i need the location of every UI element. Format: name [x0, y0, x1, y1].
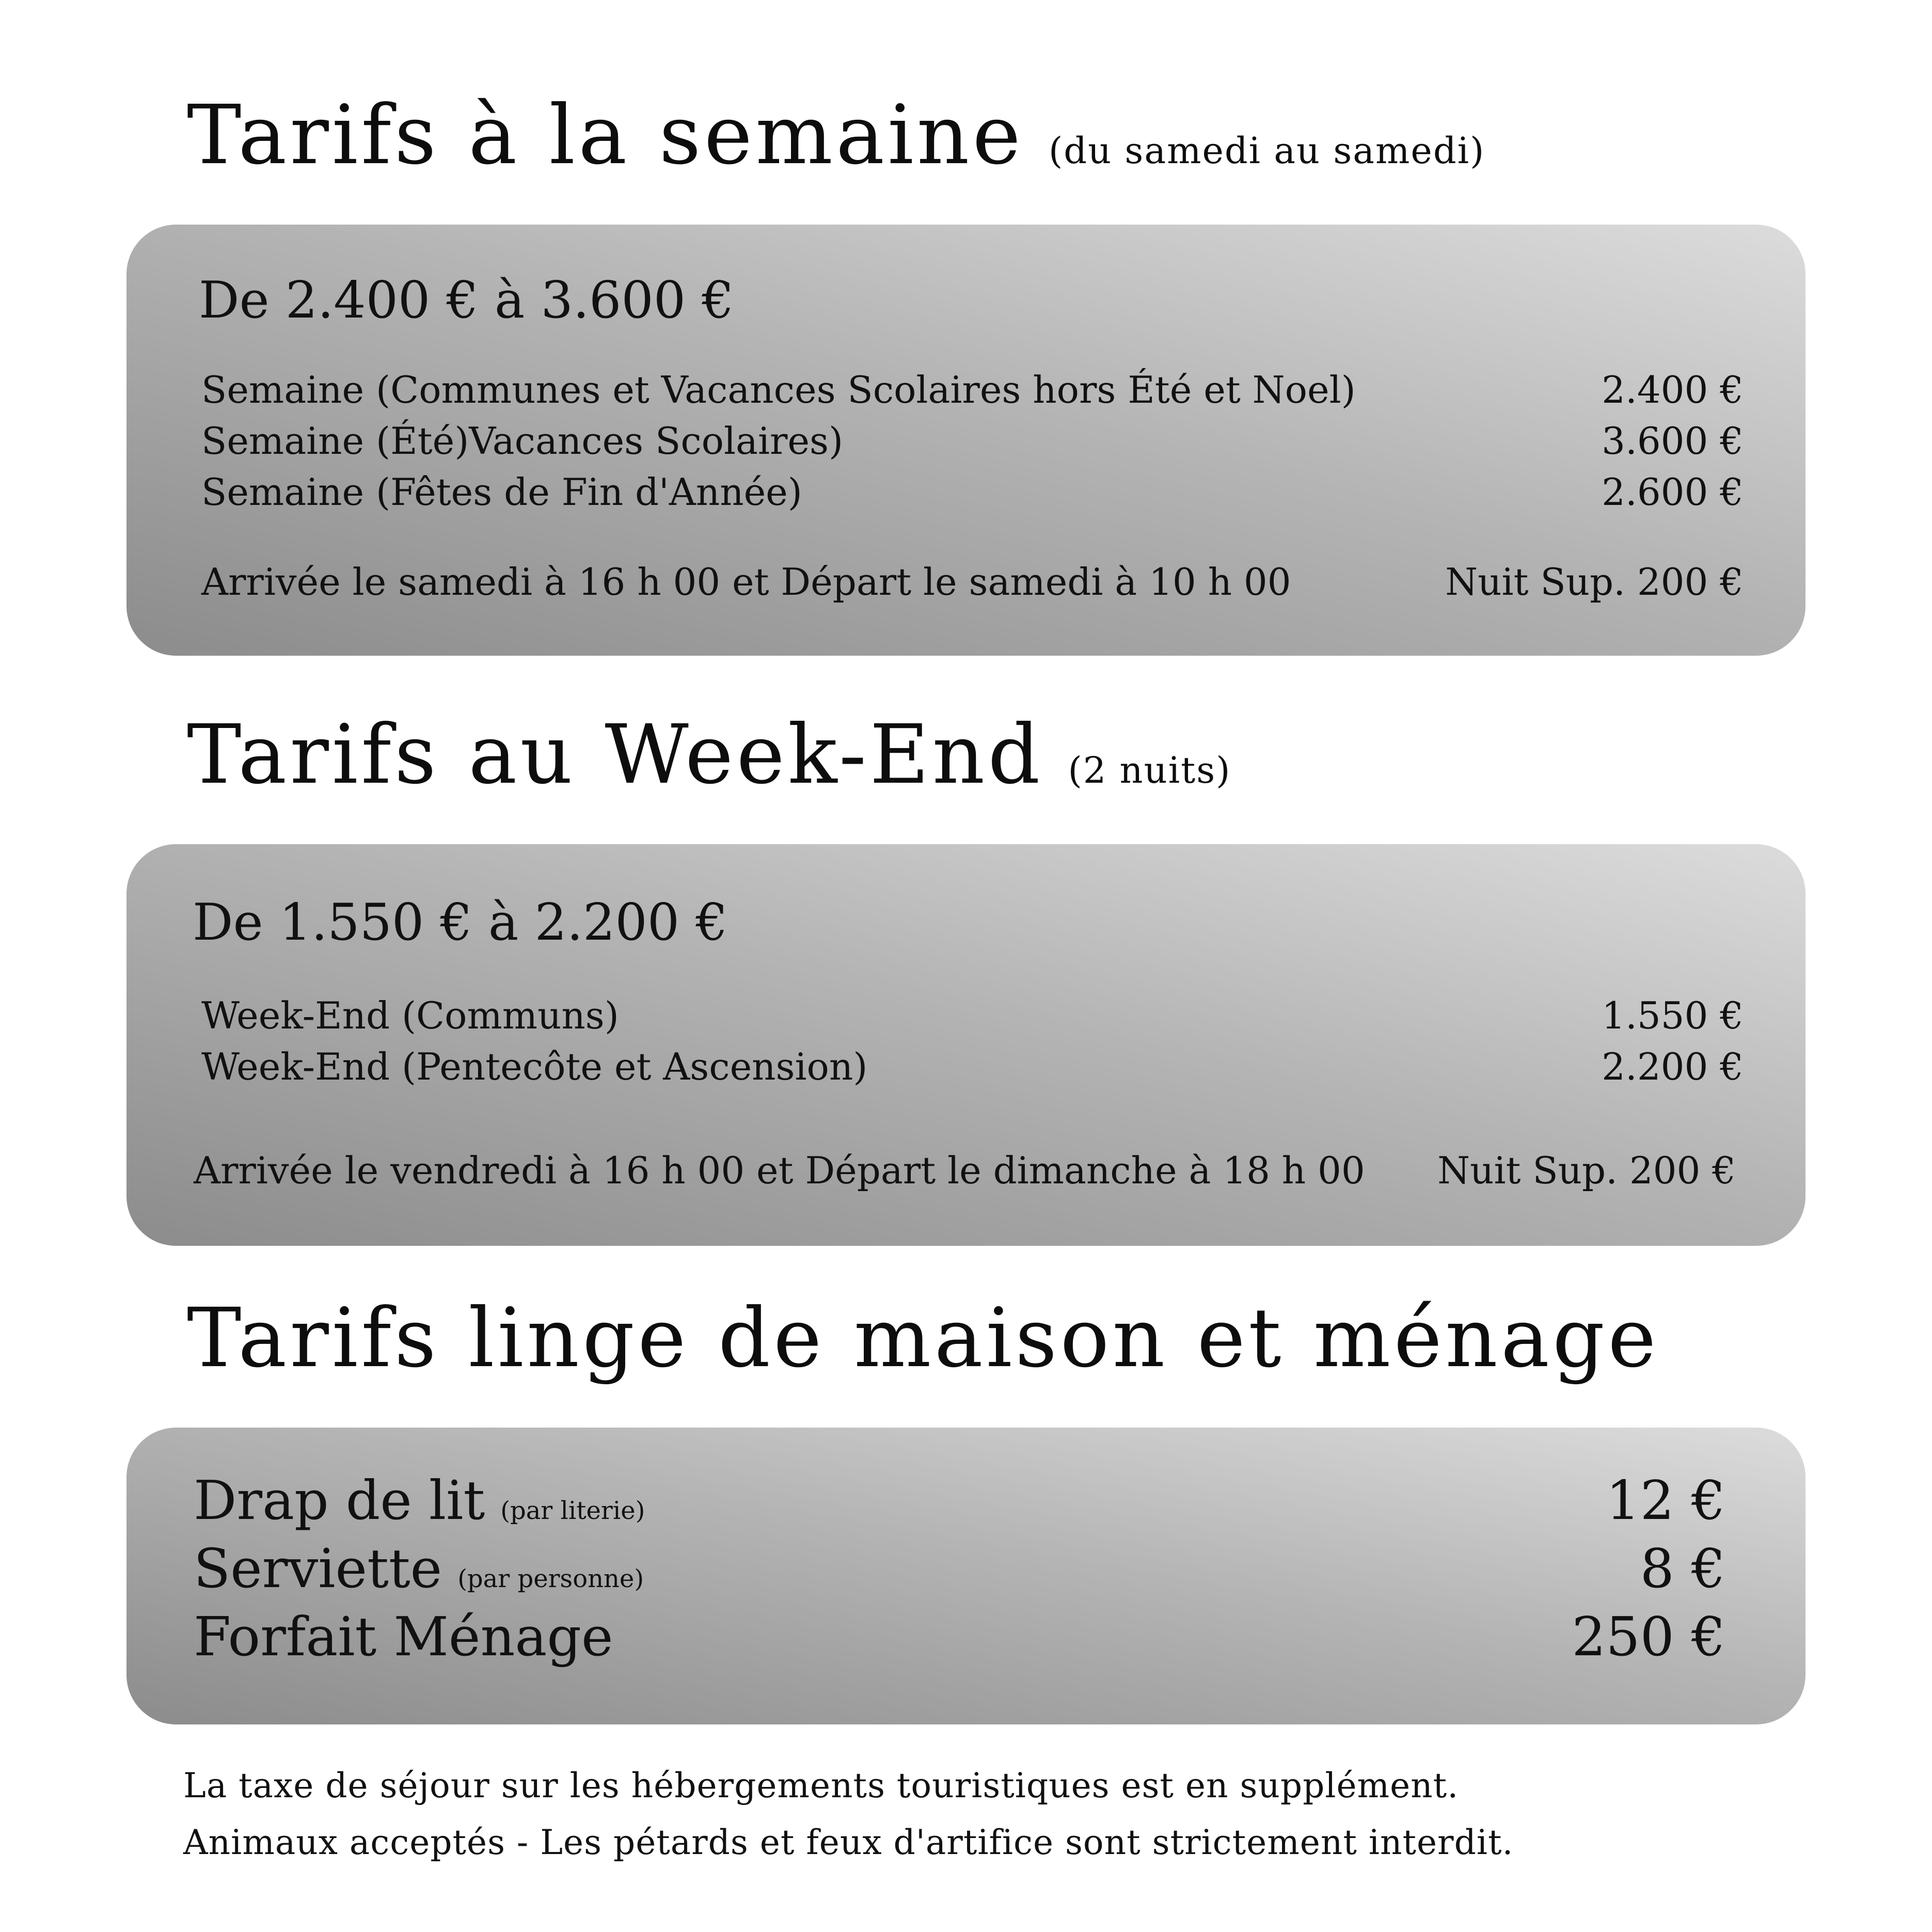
- weekly-title-text: Tarifs à la semaine: [187, 88, 1024, 183]
- weekend-arrival-row: [194, 1149, 1736, 1192]
- linen-rate-label: Forfait Ménage: [194, 1605, 613, 1668]
- linen-title-text: Tarifs linge de maison et ménage: [187, 1291, 1659, 1386]
- weekly-rate-price: 2.600 €: [1602, 470, 1744, 514]
- weekly-rate-label: Semaine (Été)Vacances Scolaires): [201, 419, 844, 463]
- weekly-title: [187, 88, 1485, 183]
- linen-rate-label-group: [194, 1605, 613, 1668]
- weekly-rate-row: [201, 419, 1744, 463]
- weekly-price-range: De 2.400 € à 3.600 €: [199, 271, 734, 330]
- weekly-rate-row: [201, 470, 1744, 514]
- linen-rate-price: 12 €: [1606, 1469, 1725, 1532]
- weekend-price-range: De 1.550 € à 2.200 €: [193, 893, 728, 952]
- weekly-rate-label: Semaine (Fêtes de Fin d'Année): [201, 470, 802, 514]
- weekly-arrival-text: Arrivée le samedi à 16 h 00 et Départ le samedi à 10 h 00: [201, 560, 1291, 604]
- weekend-rates-panel: [126, 844, 1806, 1246]
- weekly-rate-row: [201, 368, 1744, 411]
- linen-rate-note: (par personne): [457, 1564, 644, 1593]
- linen-rate-price: 250 €: [1572, 1605, 1725, 1668]
- weekend-rate-price: 2.200 €: [1602, 1045, 1744, 1088]
- weekend-rate-label: Week-End (Communs): [201, 994, 619, 1037]
- weekend-arrival-text: Arrivée le vendredi à 16 h 00 et Départ le dimanche à 18 h 00: [194, 1149, 1365, 1192]
- linen-rate-price: 8 €: [1640, 1537, 1725, 1600]
- linen-rate-note: (par literie): [500, 1496, 645, 1525]
- weekend-title: [187, 707, 1231, 802]
- weekend-subtitle: (2 nuits): [1068, 749, 1231, 791]
- weekly-rates-panel: [126, 225, 1806, 656]
- linen-rate-row: [194, 1537, 1725, 1600]
- weekly-extra-night: Nuit Sup. 200 €: [1445, 560, 1744, 604]
- linen-title: [187, 1291, 1659, 1386]
- footer-tax-note: La taxe de séjour sur les hébergements touristiques est en supplément.: [183, 1766, 1459, 1806]
- linen-rates-panel: [126, 1428, 1806, 1724]
- linen-rate-label: Drap de lit: [194, 1469, 485, 1532]
- weekend-rate-row: [201, 994, 1744, 1037]
- linen-rate-row: [194, 1605, 1725, 1668]
- linen-rate-label-group: [194, 1537, 644, 1600]
- linen-rate-label: Serviette: [194, 1537, 442, 1600]
- weekend-rate-price: 1.550 €: [1602, 994, 1744, 1037]
- weekend-rate-row: [201, 1045, 1744, 1088]
- weekly-rate-price: 3.600 €: [1602, 419, 1744, 463]
- weekly-arrival-row: [201, 560, 1744, 604]
- linen-rate-label-group: [194, 1469, 645, 1532]
- weekly-subtitle: (du samedi au samedi): [1048, 130, 1485, 172]
- weekend-rate-label: Week-End (Pentecôte et Ascension): [201, 1045, 868, 1088]
- weekly-rate-price: 2.400 €: [1602, 368, 1744, 411]
- weekly-rate-label: Semaine (Communes et Vacances Scolaires hors Été et Noel): [201, 368, 1356, 411]
- linen-rate-row: [194, 1469, 1725, 1532]
- footer-pets-note: Animaux acceptés - Les pétards et feux d'artifice sont strictement interdit.: [183, 1823, 1514, 1862]
- weekend-title-text: Tarifs au Week-End: [187, 707, 1043, 802]
- weekend-extra-night: Nuit Sup. 200 €: [1437, 1149, 1736, 1192]
